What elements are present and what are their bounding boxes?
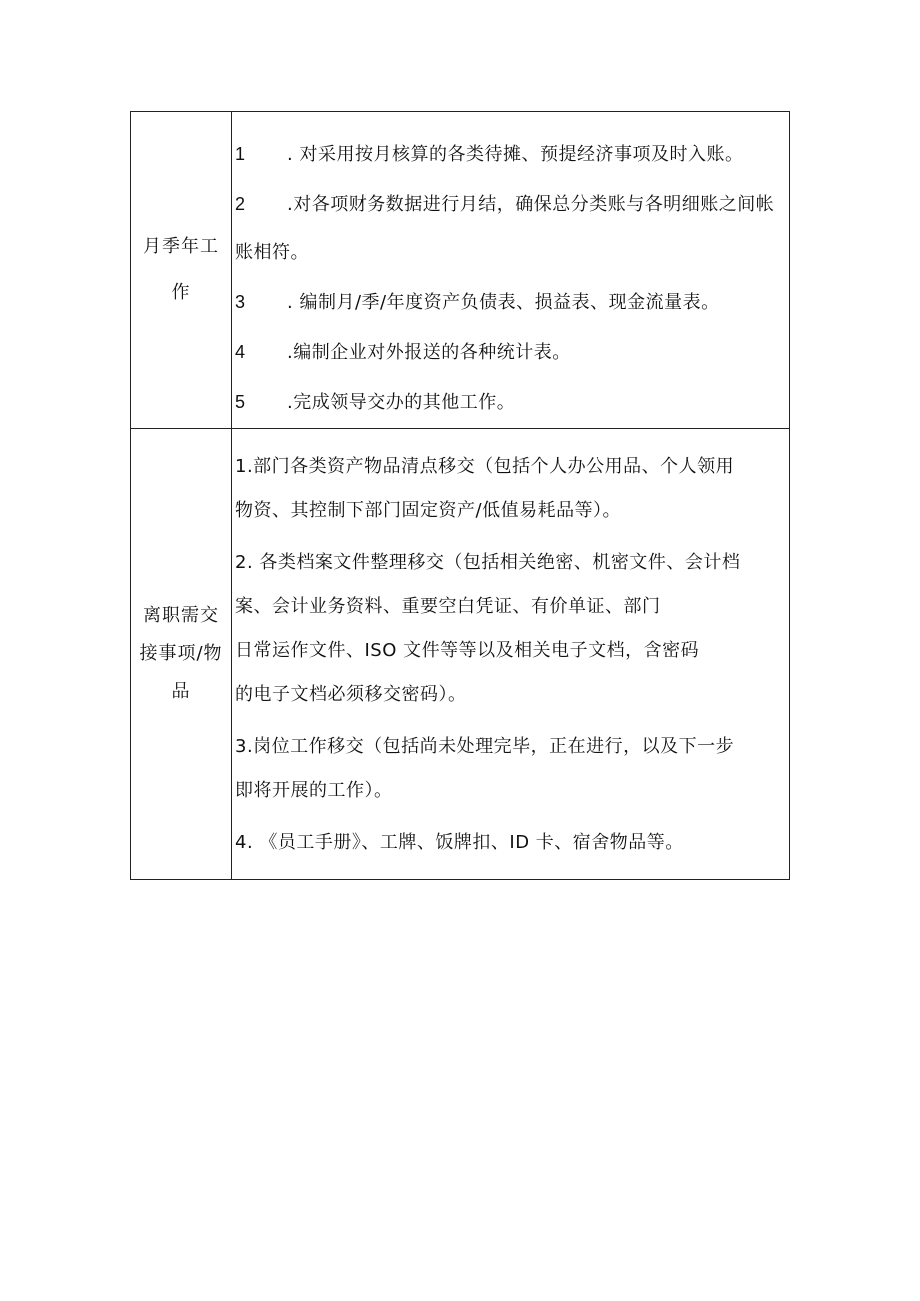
item-text: .完成领导交办的其他工作。 [287, 392, 516, 413]
list-item [235, 130, 775, 179]
item-number: 4 [235, 342, 246, 362]
list-item [235, 328, 775, 377]
item-line: 的电子文档必须移交密码）。 [235, 684, 467, 705]
table-row-handover-items [131, 429, 790, 880]
item-line: 2. 各类档案文件整理移交（包括相关绝密、机密文件、会计档 [235, 552, 741, 573]
item-text: .编制企业对外报送的各种统计表。 [287, 342, 571, 363]
list-item [235, 278, 775, 327]
item-line: 4. 《员工手册》、工牌、饭牌扣、ID 卡、宿舍物品等。 [235, 832, 684, 853]
list-item [235, 180, 775, 277]
list-item [235, 821, 775, 865]
item-number: 5 [235, 392, 246, 412]
row-label-monthly-work: 月季年工作 [143, 236, 219, 303]
row-content-cell [232, 112, 790, 429]
item-text: . 对采用按月核算的各类待摊、预提经济事项及时入账。 [287, 144, 744, 165]
item-line: 3.岗位工作移交（包括尚未处理完毕，正在进行，以及下一步 [235, 736, 735, 757]
row-label-handover-items: 离职需交接事项/物品 [139, 605, 223, 702]
table-row-monthly-work [131, 112, 790, 429]
item-text: . 编制月/季/年度资产负债表、损益表、现金流量表。 [287, 292, 720, 313]
list-item [235, 378, 775, 427]
list-item [235, 541, 775, 717]
item-number: 1 [235, 144, 246, 164]
item-line: 1.部门各类资产物品清点移交（包括个人办公用品、个人领用 [235, 456, 735, 477]
item-line: 日常运作文件、ISO 文件等等以及相关电子文档，含密码 [235, 640, 700, 661]
item-line: 物资、其控制下部门固定资产/低值易耗品等）。 [235, 500, 622, 521]
item-line: 案、会计业务资料、重要空白凭证、有价单证、部门 [235, 596, 661, 617]
row-content-cell [232, 429, 790, 880]
item-number: 2 [235, 194, 246, 214]
list-item [235, 725, 775, 813]
row-label-cell [131, 429, 232, 880]
row-label-cell [131, 112, 232, 429]
list-item [235, 445, 775, 533]
item-number: 3 [235, 292, 246, 312]
handover-table [130, 111, 790, 880]
item-text: .对各项财务数据进行月结，确保总分类账与各明细账之间帐账相符。 [235, 194, 775, 263]
item-line: 即将开展的工作）。 [235, 780, 393, 801]
